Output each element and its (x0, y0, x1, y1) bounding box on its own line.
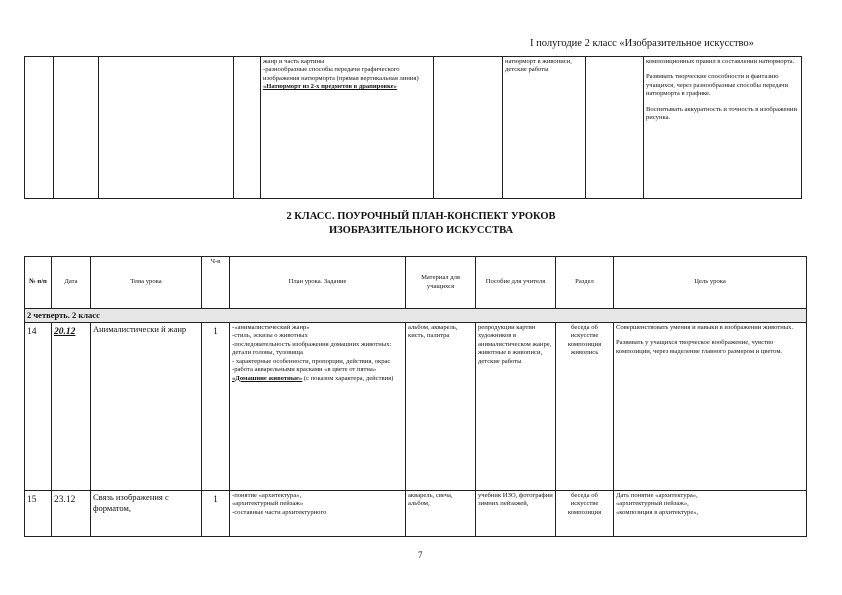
lesson-hours: 1 (202, 323, 230, 491)
cell-materials (434, 57, 503, 199)
plan-line: -разнообразные способы передачи графического изображения натюрморта (прямая вертикальная линия) (263, 66, 419, 82)
goal-paragraph: «композиция в архитектуре», (616, 508, 699, 516)
goal-paragraph: композиционных правил в составлении натюрморта. (646, 58, 795, 65)
plan-task-note: (с показом характера, действия) (302, 374, 394, 382)
goal-paragraph: «архитектурный пейзаж», (616, 500, 689, 508)
lesson-topic: Анималистически й жанр (91, 323, 202, 491)
plan-task: «Домашние животные» (232, 374, 303, 382)
goal-paragraph: Совершенствовать умения и навыки в изображении животных. (616, 324, 794, 331)
goal-paragraph: Развивать творческие способности и фантазию учащихся, через разнообразные способы передачи натюрморта в графике. (646, 73, 789, 98)
page-header: I полугодие 2 класс «Изобразительное искусство» (530, 38, 754, 49)
cell-num (25, 57, 54, 199)
col-header-materials: Материал для учащихся (406, 257, 476, 309)
lesson-number: 14 (25, 323, 52, 491)
plan-line: -работа акварельными красками «в цвете от пятна» (232, 366, 377, 374)
lesson-topic: Связь изображения с форматом, (91, 491, 202, 537)
plan-line (232, 375, 403, 383)
lesson-plan (230, 323, 406, 491)
lesson-goal (614, 491, 807, 537)
continuation-table (24, 56, 802, 199)
section-label: 2 четверть. 2 класс (25, 309, 807, 323)
lesson-materials: альбом, акварель, кисть, палитра (406, 323, 476, 491)
col-header-date: Дата (52, 257, 91, 309)
plan-line: «архитектурный пейзаж» (232, 500, 304, 508)
document-title (0, 210, 842, 238)
plan-line: - характерные особенности, пропорции, действия, окрас (232, 357, 391, 365)
lesson-date: 23.12 (52, 491, 91, 537)
plan-line: -последовательность изображения домашних животных: детали головы, туловища (232, 340, 392, 357)
plan-line: -понятие «архитектура», (232, 492, 302, 499)
cell-topic (99, 57, 234, 199)
cell-hours (234, 57, 261, 199)
col-header-plan: План урока. Задание (230, 257, 406, 309)
plan-line: -стиль, эскизы о животных (232, 332, 308, 340)
lesson-plan-table (24, 256, 807, 537)
col-header-num: № п/п (25, 257, 52, 309)
lesson-hours: 1 (202, 491, 230, 537)
goal-paragraph: Дать понятие «архитектура», (616, 492, 698, 499)
lesson-section: беседа об искусстве композиция (556, 491, 614, 537)
table-row (25, 491, 807, 537)
cell-goal (644, 57, 802, 199)
plan-task: «Натюрморт из 2-х предметов в драпировке» (263, 83, 397, 91)
goal-paragraph: Развивать у учащихся творческое воображение, чувство композиции, через выделение главного размером и цветом. (616, 339, 783, 355)
col-header-section: Раздел (556, 257, 614, 309)
col-header-aids: Пособие для учителя (476, 257, 556, 309)
lesson-aids: учебник ИЗО, фотографии зимних пейзажей, (476, 491, 556, 537)
lesson-plan (230, 491, 406, 537)
lesson-number: 15 (25, 491, 52, 537)
cell-aids: натюрморт в живописи, детские работы (503, 57, 586, 199)
col-header-goal: Цель урока (614, 257, 807, 309)
lesson-date: 20.12 (52, 323, 91, 491)
plan-line: жанр и часть картины (263, 58, 325, 65)
cell-date (54, 57, 99, 199)
header-row (25, 257, 807, 309)
col-header-topic: Тема урока (91, 257, 202, 309)
page-number: 7 (418, 550, 423, 560)
table-row (25, 323, 807, 491)
goal-paragraph: Воспитывать аккуратность и точность в изображении рисунка. (646, 105, 797, 122)
lesson-aids: репродукции картин художников в анималистическом жанре, животные в живописи, детские работы (476, 323, 556, 491)
col-header-hours: Ч-в (202, 257, 230, 309)
plan-line: -«анималистический жанр» (232, 324, 310, 331)
cell-plan (261, 57, 434, 199)
cell-section (586, 57, 644, 199)
title-line-2: ИЗОБРАЗИТЕЛЬНОГО ИСКУССТВА (328, 225, 514, 237)
lesson-section: беседа об искусстве композиция живопись (556, 323, 614, 491)
lesson-materials: акварель, свеча, альбом, (406, 491, 476, 537)
section-row (25, 309, 807, 323)
plan-line: -составные части архитектурного (232, 508, 327, 516)
lesson-goal (614, 323, 807, 491)
title-line-1: 2 КЛАСС. ПОУРОЧНЫЙ ПЛАН-КОНСПЕКТ УРОКОВ (286, 211, 556, 222)
